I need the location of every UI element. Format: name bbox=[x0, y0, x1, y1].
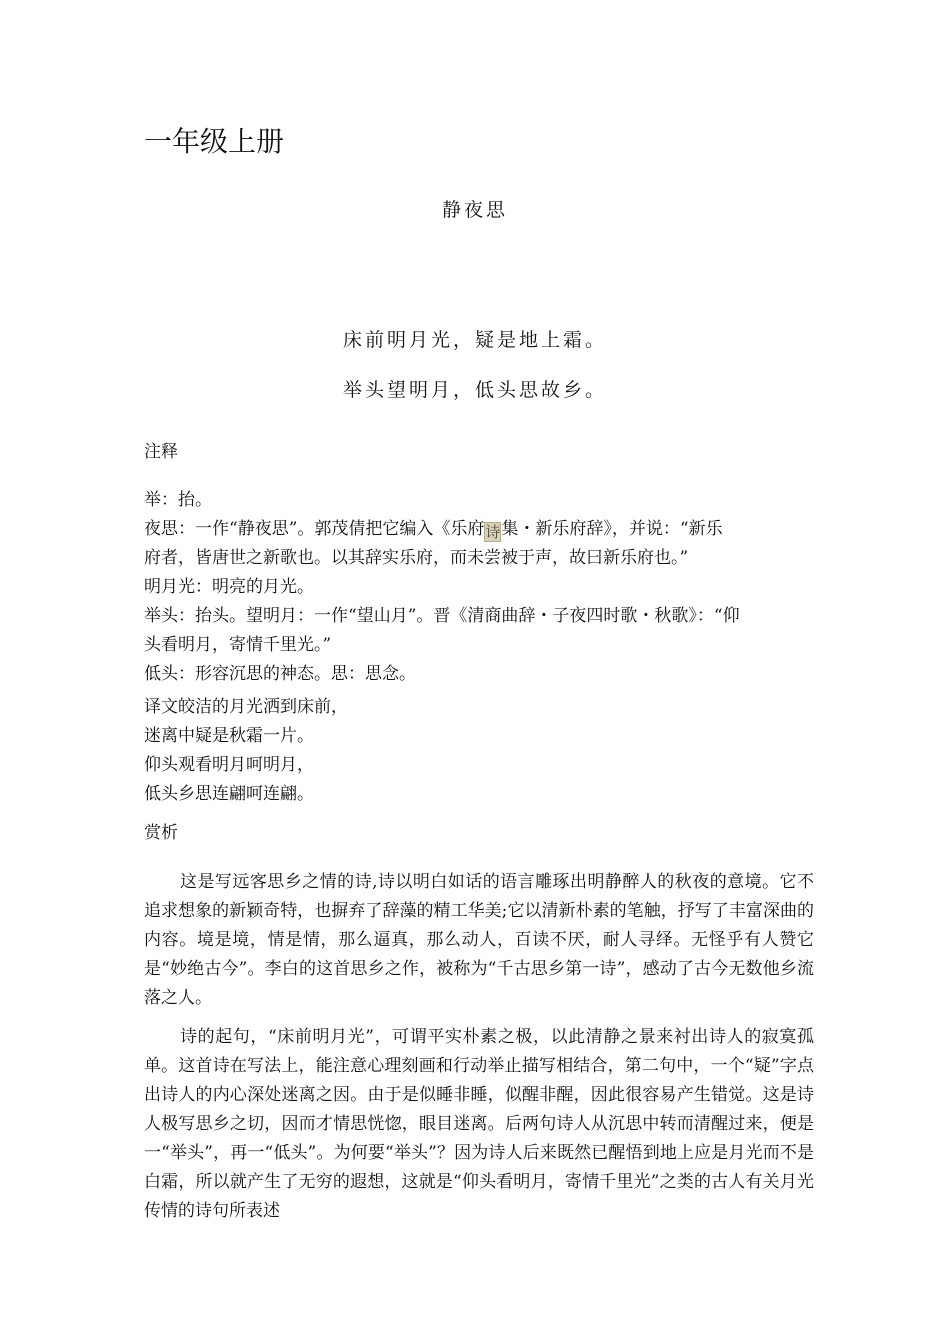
note-text: 集・新乐府辞》，并说：“新乐 bbox=[501, 519, 723, 539]
note-line bbox=[144, 515, 814, 544]
note-line: 府者，皆唐世之新歌也。以其辞实乐府，而未尝被于声，故曰新乐府也。” bbox=[144, 548, 689, 568]
translation-line: 低头乡思连翩呵连翩。 bbox=[144, 784, 314, 804]
notes-heading: 注释 bbox=[144, 442, 178, 462]
note-line: 举头：抬头。望明月：一作“望山月”。晋《清商曲辞・子夜四时歌・秋歌》：“仰 bbox=[144, 606, 740, 626]
note-text: 夜思：一作“静夜思”。郭茂倩把它编入《乐府 bbox=[144, 519, 485, 539]
highlighted-character: 诗 bbox=[485, 523, 501, 541]
translation-line: 迷离中疑是秋霜一片。 bbox=[144, 726, 314, 746]
translation-line: 仰头观看明月呵明月， bbox=[144, 755, 314, 775]
poem-line-1: 床前明月光，疑是地上霜。 bbox=[342, 329, 607, 351]
appreciation-paragraph-1: 这是写远客思乡之情的诗,诗以明白如话的语言雕琢出明静醉人的秋夜的意境。它不追求想象的新颖奇特，也摒弃了辞藻的精工华美;它以清新朴素的笔触，抒写了丰富深曲的内容。境是境，情是情，那么逼真，那么动人，百读不厌，耐人寻绎。无怪乎有人赞它是“妙绝古今”。李白的这首思乡之作，被称为“千古思乡第一诗”，感动了古今无数他乡流落之人。 bbox=[144, 872, 814, 1008]
translation-line: 译文皎洁的月光洒到床前， bbox=[144, 697, 348, 717]
note-line: 明月光：明亮的月光。 bbox=[144, 577, 314, 597]
translation-section bbox=[144, 693, 814, 809]
grade-heading: 一年级上册 bbox=[144, 125, 285, 158]
notes-section bbox=[144, 486, 814, 689]
appreciation-heading: 赏析 bbox=[144, 823, 178, 843]
poem-line-2: 举头望明月，低头思故乡。 bbox=[342, 379, 607, 401]
note-line: 头看明月，寄情千里光。” bbox=[144, 635, 332, 655]
note-line: 举：抬。 bbox=[144, 490, 212, 510]
appreciation-paragraph-2: 诗的起句，“床前明月光”，可谓平实朴素之极，以此清静之景来衬出诗人的寂寞孤单。这首诗在写法上，能注意心理刻画和行动举止描写相结合，第二句中，一个“疑”字点出诗人的内心深处迷离之因。由于是似睡非睡，似醒非醒，因此很容易产生错觉。这是诗人极写思乡之切，因而才情思恍惚，眼目迷离。后两句诗人从沉思中转而清醒过来，便是一“举头”，再一“低头”。为何要“举头”？因为诗人后来既然已醒悟到地上应是月光而不是白霜，所以就产生了无穷的遐想，这就是“仰头看明月，寄情千里光”之类的古人有关月光传情的诗句所表述 bbox=[144, 1027, 814, 1221]
note-line: 低头：形容沉思的神态。思：思念。 bbox=[144, 664, 416, 684]
poem-title: 静夜思 bbox=[441, 199, 508, 221]
